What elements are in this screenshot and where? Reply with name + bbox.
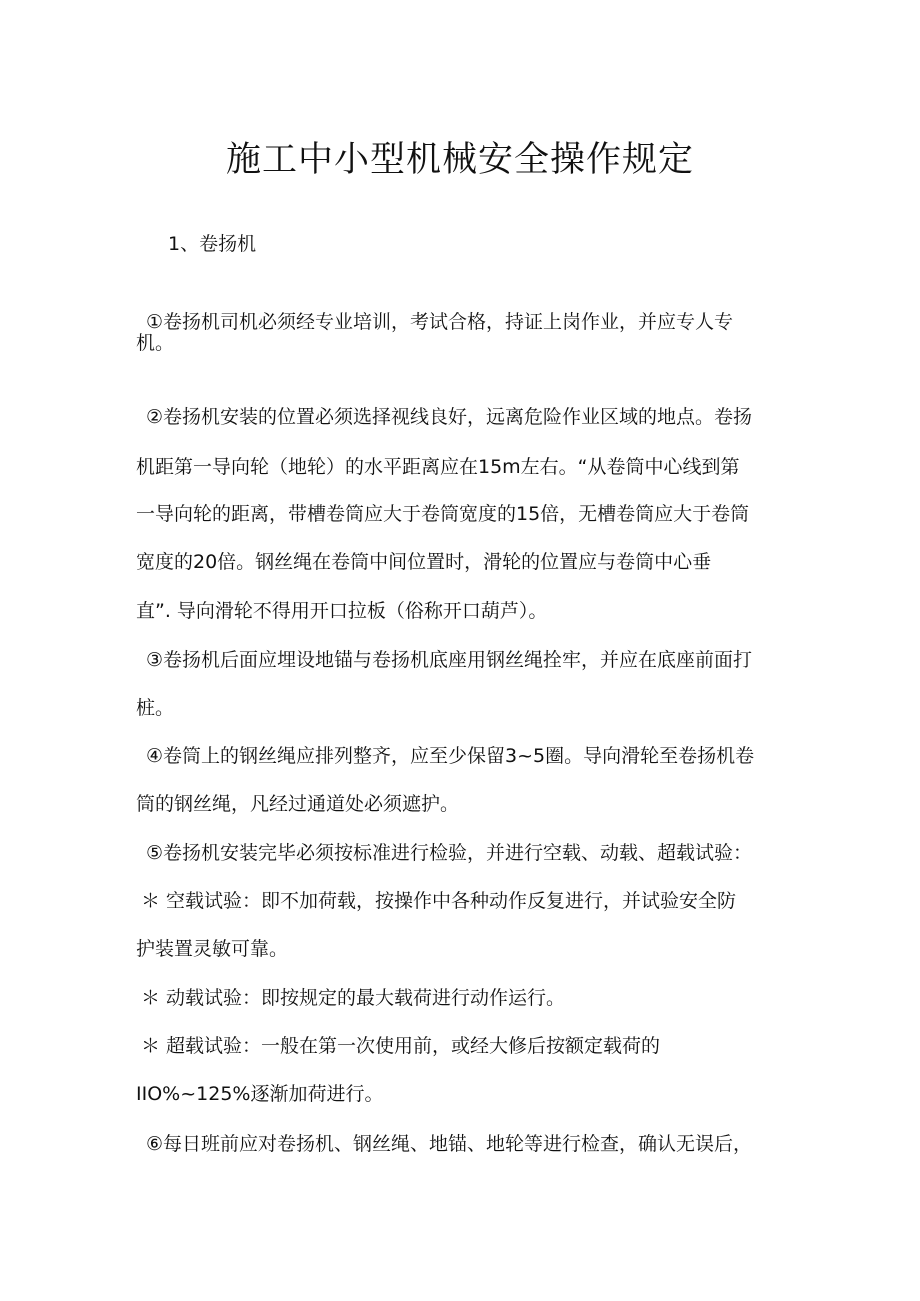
paragraph-line: ③卷扬机后面应埋设地锚与卷扬机底座用钢丝绳拴牢，并应在底座前面打: [146, 649, 753, 671]
document-title: 施工中小型机械安全操作规定: [225, 140, 694, 180]
paragraph-line: ⑤卷扬机安装完毕必须按标准进行检验，并进行空载、动载、超载试验：: [146, 842, 753, 864]
paragraph-line: 一导向轮的距离，带槽卷筒应大于卷筒宽度的15倍，无槽卷筒应大于卷筒: [136, 503, 750, 525]
paragraph-line: 机。: [136, 332, 175, 354]
paragraph-line: 桩。: [136, 697, 175, 719]
paragraph-line: 机距第一导向轮（地轮）的水平距离应在15m左右。“从卷筒中心线到第: [136, 456, 740, 478]
paragraph-line: 直”. 导向滑轮不得用开口拉板（俗称开口葫芦）。: [136, 600, 548, 622]
paragraph-line: 宽度的20倍。钢丝绳在卷筒中间位置时，滑轮的位置应与卷筒中心垂: [136, 551, 712, 573]
paragraph-line: ④卷筒上的钢丝绳应排列整齐，应至少保留3~5圈。导向滑轮至卷扬机卷: [146, 745, 755, 767]
paragraph-line: ＊ 空载试验：即不加荷载，按操作中各种动作反复进行，并试验安全防: [141, 890, 737, 912]
paragraph-line: ①卷扬机司机必须经专业培训，考试合格，持证上岗作业，并应专人专: [146, 311, 734, 333]
paragraph-line: IIO%~125%逐渐加荷进行。: [136, 1083, 384, 1105]
section-heading-winch: 1、卷扬机: [168, 233, 257, 255]
paragraph-line: ＊ 动载试验：即按规定的最大载荷进行动作运行。: [141, 987, 566, 1009]
paragraph-line: ＊ 超载试验：一般在第一次使用前，或经大修后按额定载荷的: [141, 1035, 661, 1057]
paragraph-line: 筒的钢丝绳，凡经过通道处必须遮护。: [136, 793, 460, 815]
paragraph-line: 护装置灵敏可靠。: [136, 938, 289, 960]
paragraph-line: ②卷扬机安装的位置必须选择视线良好，远离危险作业区域的地点。卷扬: [146, 406, 753, 428]
paragraph-line: ⑥每日班前应对卷扬机、钢丝绳、地锚、地轮等进行检查，确认无误后，: [146, 1133, 753, 1155]
